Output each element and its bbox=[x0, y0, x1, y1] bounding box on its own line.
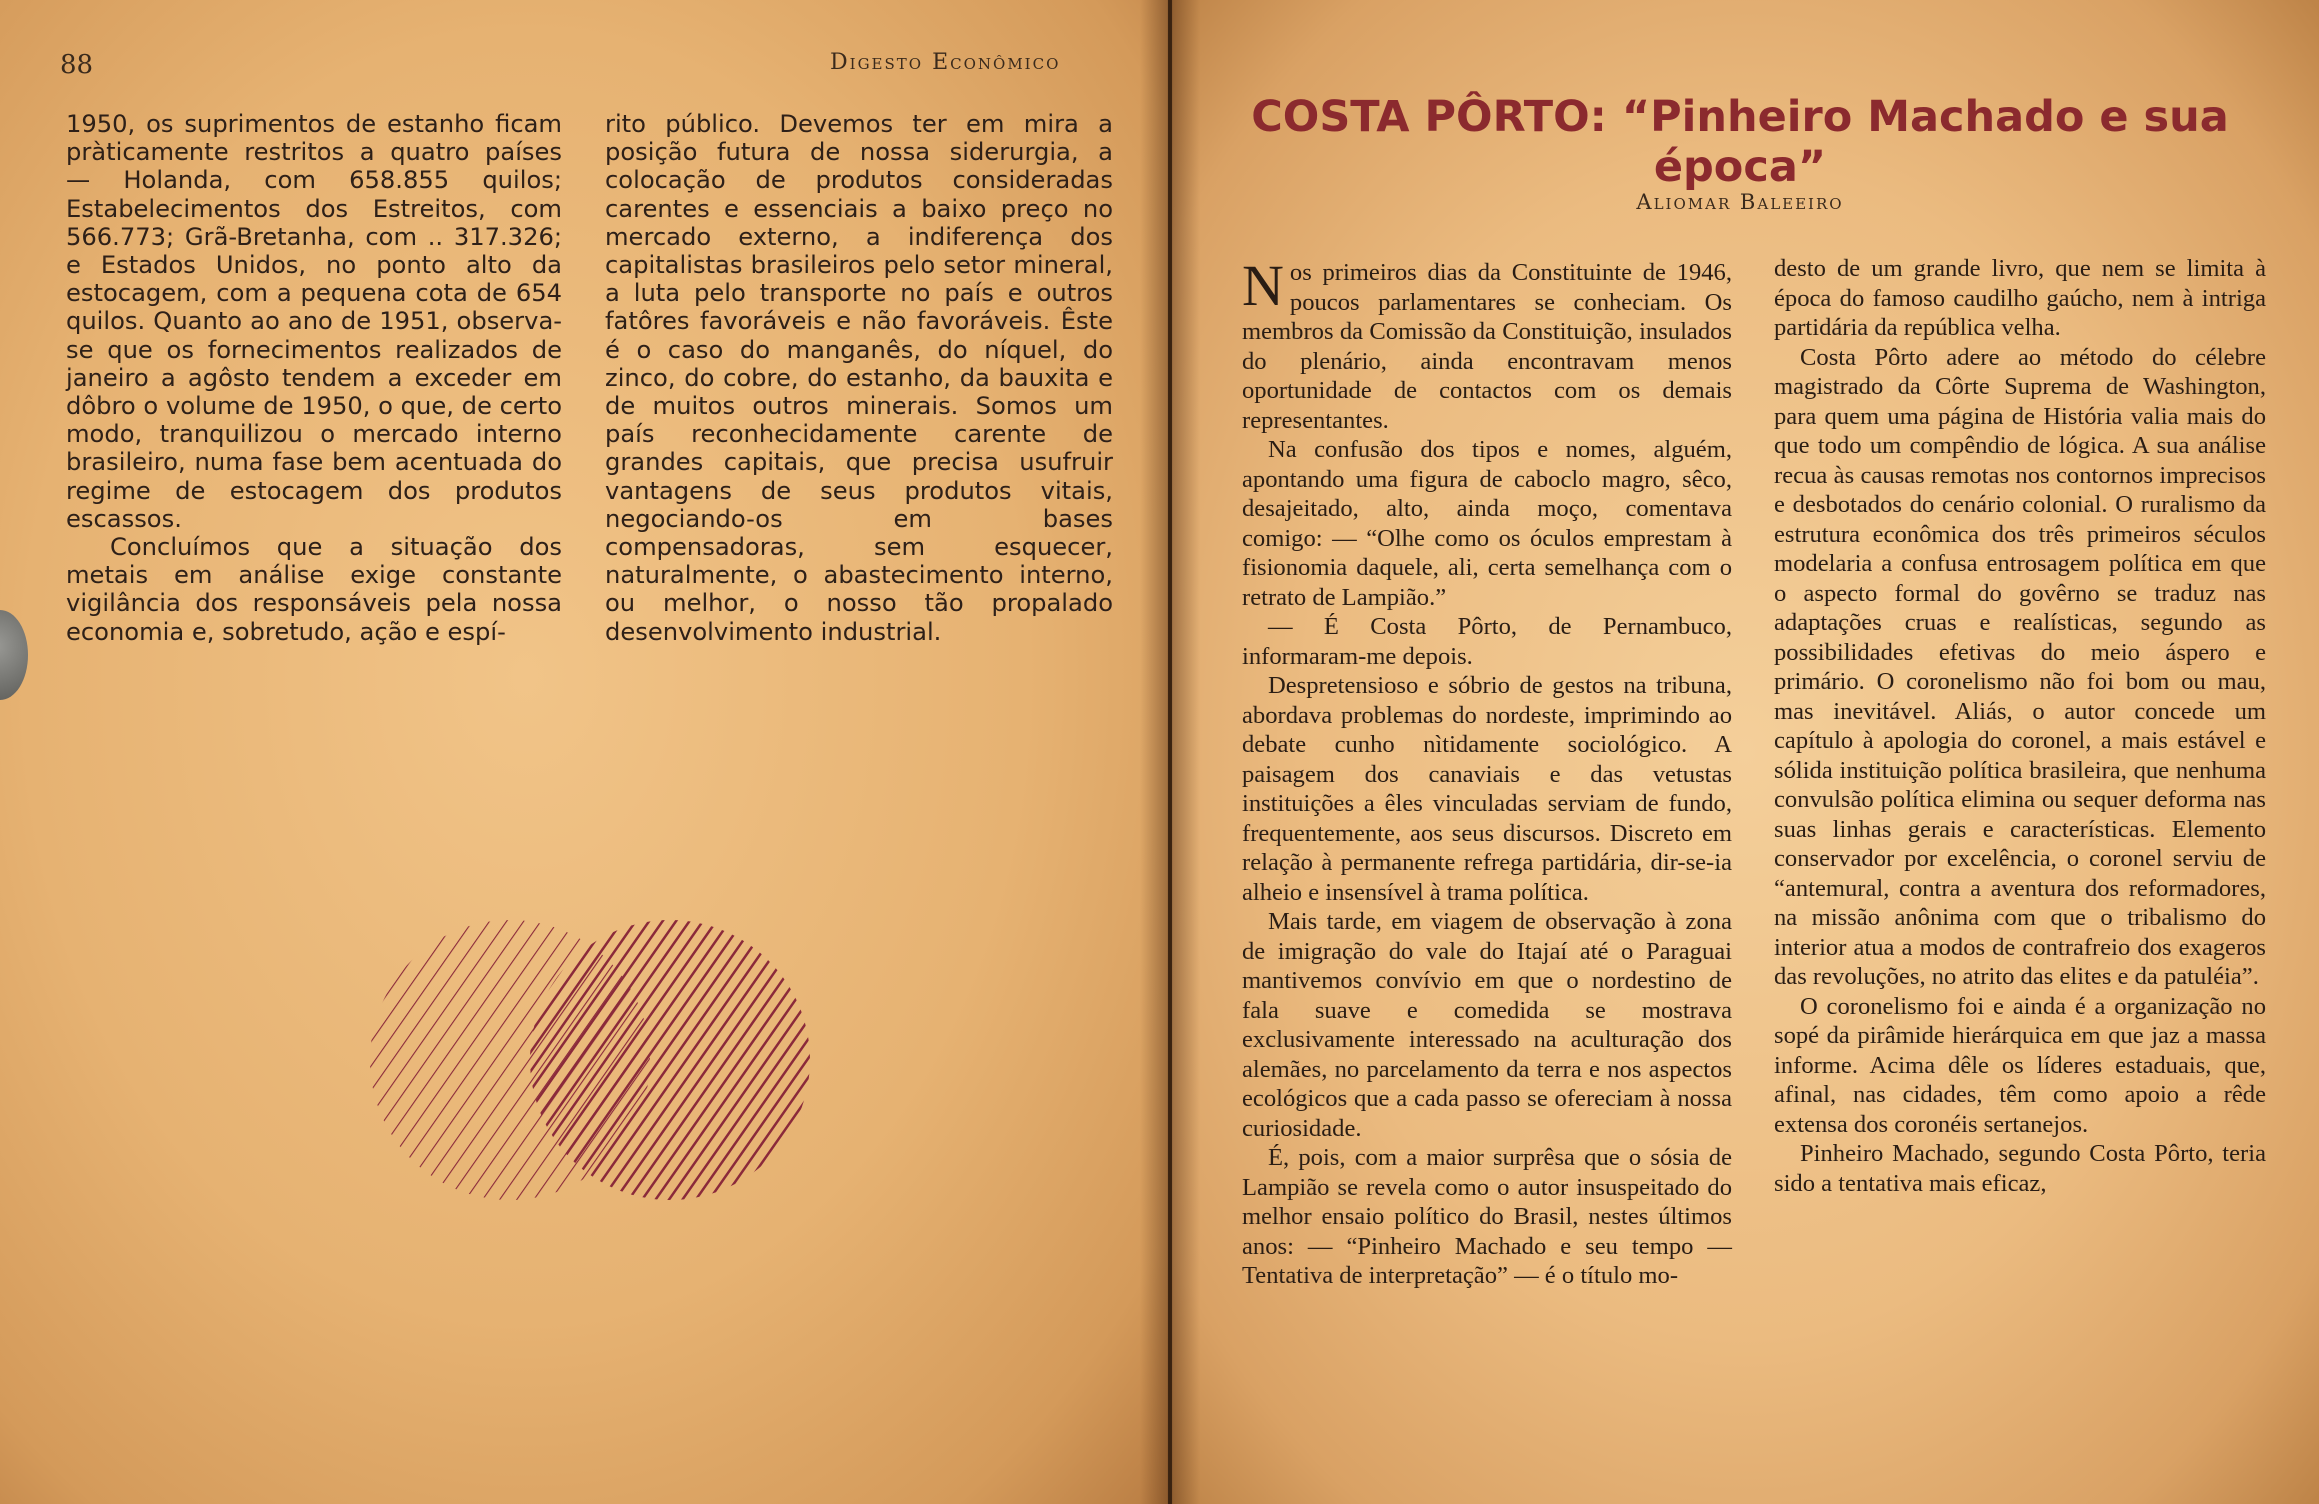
page-tab-left bbox=[0, 610, 28, 700]
left-col1-paragraph-2: Concluímos que a situação dos metais em análise exige constante vigilância dos responsáveis pela nossa economia e, sobretudo, ação e espí- bbox=[66, 533, 562, 646]
running-head: Digesto Econômico bbox=[830, 50, 1061, 75]
left-column-2 bbox=[605, 110, 1113, 646]
right-col2-paragraph-4: Pinheiro Machado, segundo Costa Pôrto, teria sido a tentativa mais eficaz, bbox=[1774, 1140, 2266, 1197]
right-col2-paragraph-1: desto de um grande livro, que nem se limita à época do famoso caudilho gaúcho, nem à intriga partidária da república velha. bbox=[1774, 255, 2266, 341]
right-col1-paragraph-2: Na confusão dos tipos e nomes, alguém, apontando uma figura de caboclo magro, sêco, desajeitado, alto, ainda moço, comentava comigo: — “Olhe como os óculos emprestam à fisionomia daquele, ali, certa semelhança com o retrato de Lampião.” bbox=[1242, 436, 1732, 611]
left-col2-paragraph-1: rito público. Devemos ter em mira a posição futura de nossa siderurgia, a colocação de produtos consideradas carentes e essenciais a baixo preço no mercado externo, a indiferença dos capitalistas brasileiros pelo setor mineral, a luta pelo transporte no país e outros fatôres favoráveis e não favoráveis. Êste é o caso do manganês, do níquel, do zinco, do cobre, do estanho, da bauxita e de muitos outros minerais. Somos um país reconhecidamente carente de grandes capitais, que precisa usufruir vantagens de seus produtos vitais, negociando-os em bases compensadoras, sem esquecer, naturalmente, o abastecimento interno, ou melhor, o nosso tão propalado desenvolvimento industrial. bbox=[605, 110, 1113, 646]
left-column-1 bbox=[66, 110, 562, 646]
right-column-1 bbox=[1242, 253, 1732, 1291]
article-title: COSTA PÔRTO: “Pinheiro Machado e sua época” bbox=[1251, 92, 2229, 192]
right-column-2 bbox=[1774, 254, 2266, 1198]
right-col1-paragraph-3: — É Costa Pôrto, de Pernambuco, informaram-me depois. bbox=[1242, 613, 1732, 670]
hatched-circle-dense bbox=[530, 920, 810, 1200]
right-col2-paragraph-3: O coronelismo foi e ainda é a organização no sopé da pirâmide hierárquica em que jaz a massa informe. Acima dêle os líderes estaduais, que, afinal, nas cidades, têm como apoio a rêde extensa dos coronéis sertanejos. bbox=[1774, 992, 2266, 1138]
right-col1-paragraph-5: Mais tarde, em viagem de observação à zona de imigração do vale do Itajaí até o Paraguai mantivemos convívio em que o nordestino de fala suave e comedida se mostrava exclusivamente interessado na aculturação dos alemães, no parcelamento da terra e nos aspectos ecológicos que a cada passo se ofereciam à nossa curiosidade. bbox=[1242, 908, 1732, 1142]
article-author: Aliomar Baleeiro bbox=[1636, 190, 1844, 214]
right-col1-paragraph-1-text: os primeiros dias da Constituinte de 1946, poucos parlamentares se conheciam. Os membros da Comissão da Constituição, insulados do plenário, ainda encontravam menos oportunidade de contactos com os demais representantes. bbox=[1242, 259, 1732, 434]
drop-cap: N bbox=[1242, 253, 1284, 318]
hatched-circles-illustration bbox=[360, 910, 820, 1220]
right-col2-paragraph-2: Costa Pôrto adere ao método do célebre magistrado da Côrte Suprema de Washington, para quem uma página de História valia mais do que todo um compêndio de lógica. A sua análise recua às causas remotas nos contornos imprecisos e desbotados do cenário colonial. O ruralismo da estrutura econômica dos três primeiros séculos modelaria a confusa entrosagem política em que o aspecto formal do govêrno se traduz nas adaptações cruas e realísticas, segundo as possibilidades efetivas do meio áspero e primário. O coronelismo não foi bom ou mau, mas inevitável. Aliás, o autor concede um capítulo à apologia do coronel, a mais estável e sólida instituição política brasileira, que nenhuma convulsão política elimina ou sequer deforma nas suas linhas gerais e características. Elemento conservador por excelência, o coronel serviu de “antemural, contra a aventura dos reformadores, na missão anônima com que o tribalismo do interior atua a modos de contrafreio dos exageros das revoluções, no atrito das elites e da patuléia”. bbox=[1774, 343, 2266, 990]
right-col1-paragraph-4: Despretensioso e sóbrio de gestos na tribuna, abordava problemas do nordeste, imprimindo ao debate cunho nìtidamente sociológico. A paisagem dos canaviais e das vetustas instituições a êles vinculadas serviam de fundo, frequentemente, aos seus discursos. Discreto em relação à permanente refrega partidária, dir-se-ia alheio e insensível à trama política. bbox=[1242, 672, 1732, 906]
right-col1-paragraph-6: É, pois, com a maior surprêsa que o sósia de Lampião se revela como o autor insuspeitado do melhor ensaio político do Brasil, nestes últimos anos: — “Pinheiro Machado e seu tempo — Tentativa de interpretação” — é o título mo- bbox=[1242, 1144, 1732, 1289]
right-col1-paragraph-1 bbox=[1242, 253, 1732, 435]
page-number: 88 bbox=[60, 50, 94, 80]
left-col1-paragraph-1: 1950, os suprimentos de estanho ficam pràticamente restritos a quatro países — Holanda, com 658.855 quilos; Estabelecimentos dos Estreitos, com 566.773; Grã-Bretanha, com .. 317.326; e Estados Unidos, no ponto alto da estocagem, com a pequena cota de 654 quilos. Quanto ao ano de 1951, observa-se que os fornecimentos realizados de janeiro a agôsto tendem a exceder em dôbro o volume de 1950, o que, de certo modo, tranquilizou o mercado interno brasileiro, numa fase bem acentuada do regime de estocagem dos produtos escassos. bbox=[66, 110, 562, 533]
